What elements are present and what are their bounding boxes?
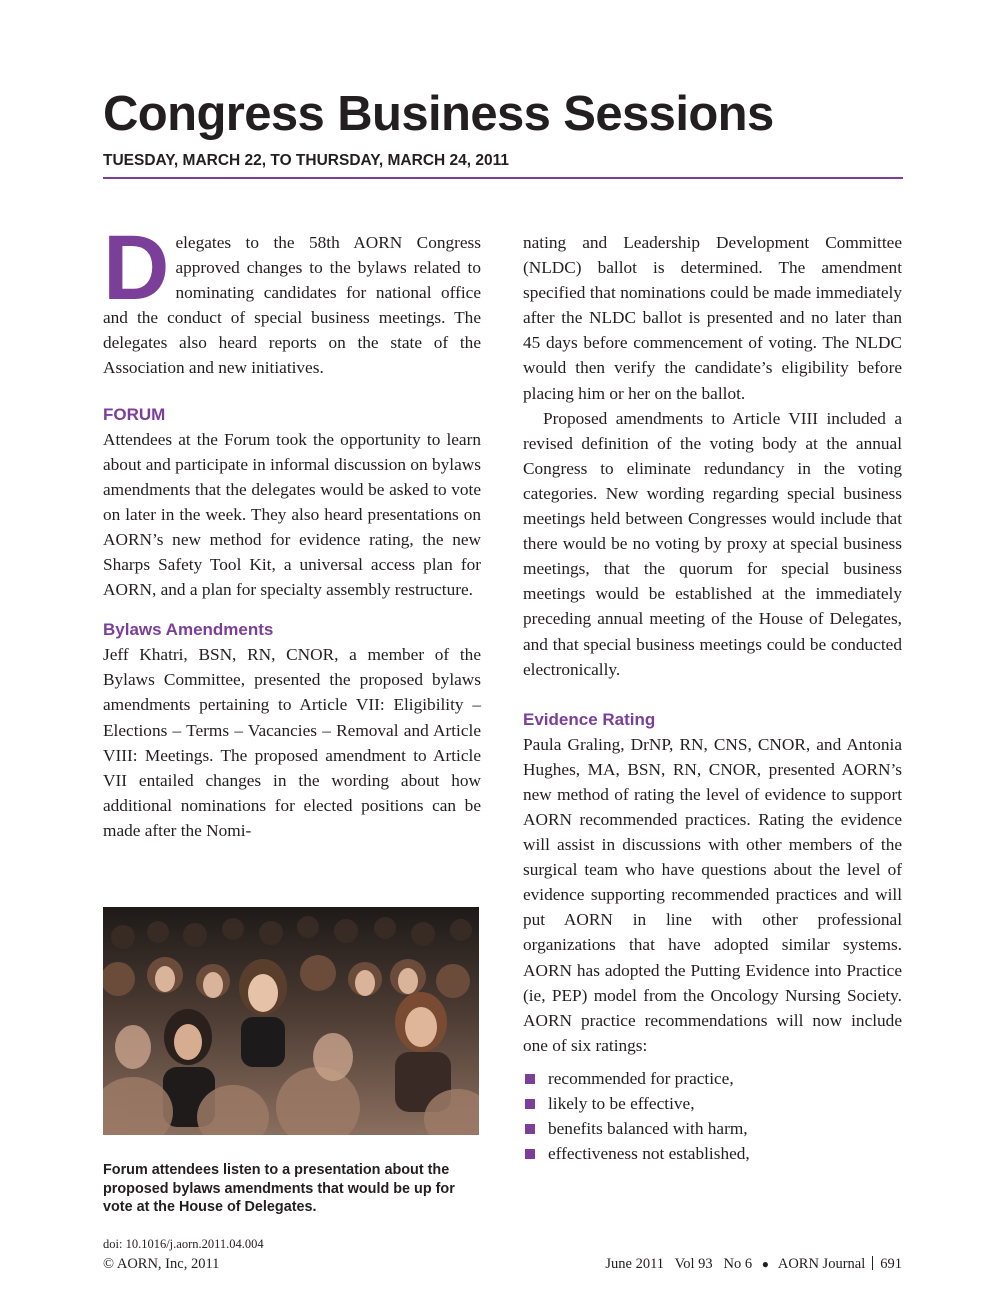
bullet-separator-icon: ● [761, 1257, 770, 1271]
intro-paragraph [103, 217, 481, 381]
footer-divider [872, 1256, 873, 1270]
journal-name: AORN Journal [777, 1256, 866, 1272]
drop-cap: D [103, 217, 170, 319]
issue-info: June 2011 Vol 93 No 6 [605, 1256, 753, 1272]
photo-caption: Forum attendees listen to a presentation about the proposed bylaws amendments that would be up for vote at the House of Delegates. [103, 1162, 455, 1215]
intro-text: elegates to the 58th AORN Congress approved changes to the bylaws related to nominating candidates for national office and the conduct of special business meetings. The delegates also heard reports on the state of the Association and new initiatives. [103, 233, 481, 378]
evidence-heading: Evidence Rating [523, 709, 656, 729]
square-bullet-icon [525, 1099, 535, 1109]
forum-paragraph: Attendees at the Forum took the opportunity to learn about and participate in informal discussion on bylaws amendments that the delegates would be asked to vote on later in the week. They also heard presentations on AORN’s new method for evidence rating, the new Sharps Safety Tool Kit, a universal access plan for AORN, and a plan for specialty assembly restructure. [103, 429, 481, 600]
rating-item: effectiveness not established, [523, 1141, 902, 1166]
square-bullet-icon [525, 1124, 535, 1134]
bylaws-paragraph: Jeff Khatri, BSN, RN, CNOR, a member of the Bylaws Committee, presented the proposed bylaws amendments pertaining to Article VII: Eligibility – Elections – Terms – Vacancies – Removal and Article VIII: Meetings. The proposed amendment to Article VII entailed changes in the wording about how additional nominations for elected positions can be made after the Nomi- [103, 645, 481, 840]
forum-attendees-photo [103, 907, 479, 1135]
square-bullet-icon [525, 1149, 535, 1159]
right-column [523, 230, 902, 1166]
evidence-paragraph: Paula Graling, DrNP, RN, CNS, CNOR, and Antonia Hughes, MA, BSN, RN, CNOR, presented AORN’s new method of rating the level of evidence to support AORN recommended practices. Rating the evidence will assist in discussions with other members of the surgical team who have questions about the level of evidence supporting recommended practices and will put AORN in line with other professional organizations that have adopted similar systems. AORN has adopted the Putting Evidence into Practice (ie, PEP) model from the Oncology Nursing Society. AORN practice recommendations will now include one of six ratings: [523, 734, 902, 1055]
rating-item: likely to be effective, [523, 1091, 902, 1116]
title-divider [103, 177, 903, 179]
session-dates: TUESDAY, MARCH 22, TO THURSDAY, MARCH 24, 2011 [103, 152, 509, 169]
footer-right [560, 1254, 902, 1274]
left-column [103, 217, 481, 843]
bylaws-heading: Bylaws Amendments [103, 620, 274, 640]
page-title: Congress Business Sessions [103, 87, 774, 141]
copyright: © AORN, Inc, 2011 [103, 1256, 220, 1272]
continuation-paragraph: nating and Leadership Development Committee (NLDC) ballot is determined. The amendment specified that nominations could be made immediately after the NLDC ballot is presented and no later than 45 days before commencement of voting. The NLDC would then verify the candidate’s eligibility before placing him or her on the ballot. [523, 233, 902, 403]
square-bullet-icon [525, 1074, 535, 1084]
ratings-list [523, 1066, 902, 1166]
rating-item: recommended for practice, [523, 1066, 902, 1091]
article-viii-paragraph: Proposed amendments to Article VIII included a revised definition of the voting body at the annual Congress to eliminate redundancy in the voting categories. New wording regarding special business meetings held between Congresses would include that there would be no voting by proxy at special business meetings, that the quorum for special business meetings would be established at the immediately preceding annual meeting of the House of Delegates, and that special business meetings could be conducted electronically. [523, 408, 902, 679]
doi: doi: 10.1016/j.aorn.2011.04.004 [103, 1237, 264, 1251]
forum-heading: FORUM [103, 404, 166, 424]
page-number: 691 [880, 1256, 902, 1272]
footer-left [103, 1236, 264, 1274]
rating-item: benefits balanced with harm, [523, 1116, 902, 1141]
